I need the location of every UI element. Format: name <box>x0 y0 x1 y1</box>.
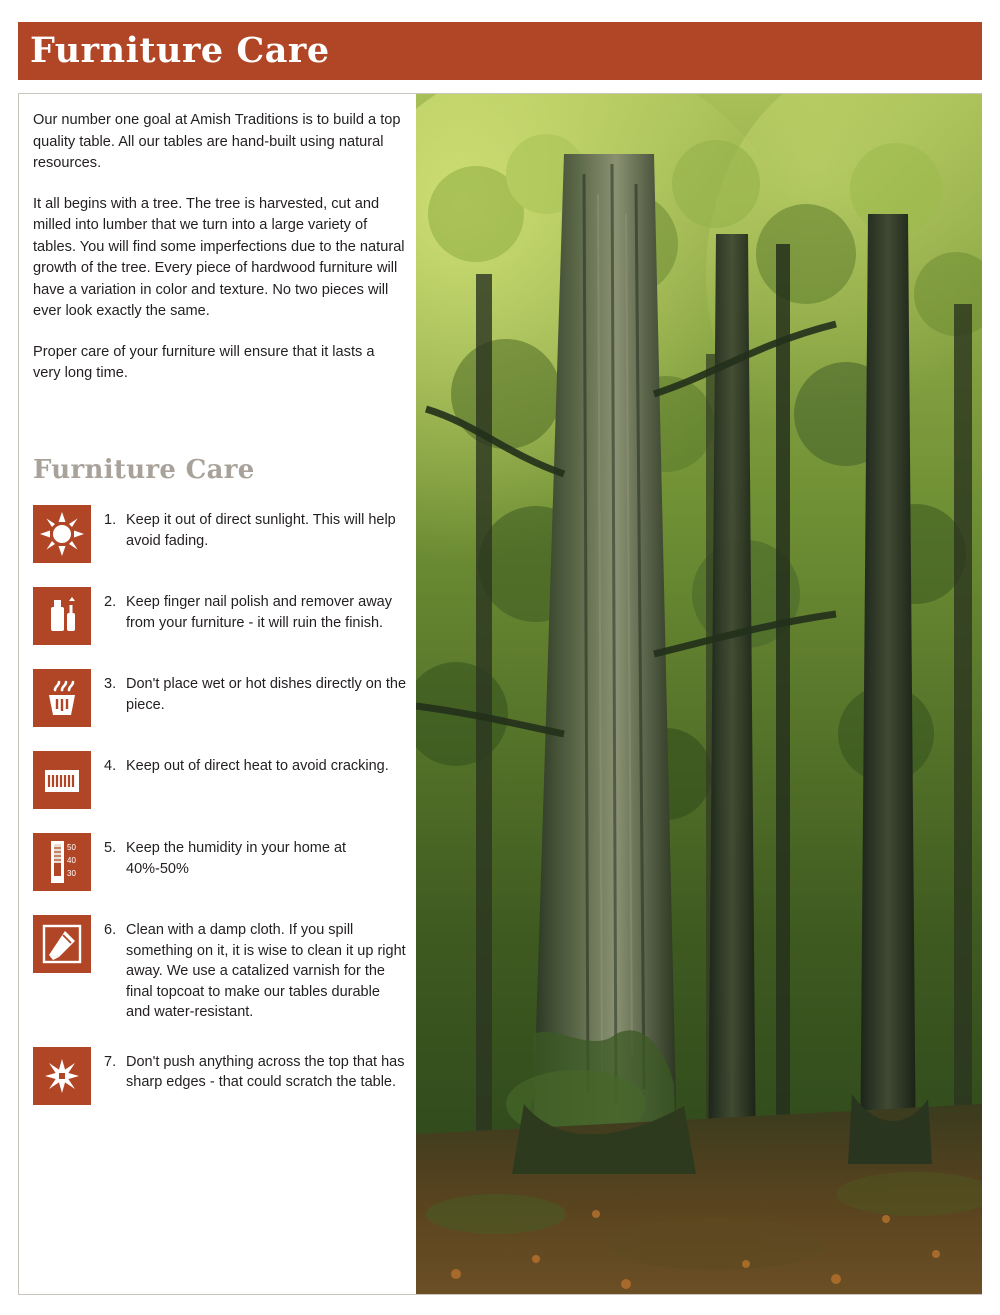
list-item-number: 7. <box>104 1053 117 1070</box>
list-item-text: Keep it out of direct sunlight. This will help avoid fading. <box>126 512 396 549</box>
humidity-gauge-icon-glyph <box>33 833 91 891</box>
sharp-edges-icon-glyph <box>33 1047 91 1105</box>
gauge-label-50: 50 <box>67 843 76 852</box>
gauge-label-30: 30 <box>67 869 76 878</box>
sun-icon <box>33 505 91 563</box>
list-item-number: 6. <box>104 922 117 938</box>
damp-cloth-icon-glyph <box>33 915 91 973</box>
list-item-text: Don't push anything across the top that has sharp edges - that could scratch the table. <box>126 1053 405 1090</box>
list-item-number: 2. <box>104 594 117 610</box>
list-item <box>33 669 408 727</box>
list-item-text: Keep out of direct heat to avoid cracking. <box>126 758 389 774</box>
sun-icon-glyph <box>33 505 91 563</box>
intro-paragraph-3: Proper care of your furniture will ensure that it lasts a very long time. <box>33 343 375 381</box>
damp-cloth-icon <box>33 915 91 973</box>
list-item <box>33 1047 408 1105</box>
humidity-gauge-icon <box>33 833 91 891</box>
forest-photo-graphic <box>416 94 982 1294</box>
intro-paragraph-2: It all begins with a tree. The tree is harvested, cut and milled into lumber that we turn into a large variety of tables. You will find some imperfections due to the natural growth of the tree. Every piece of hardwood furniture will have a variation in color and texture. No two pieces will ever look exactly the same. <box>33 195 405 319</box>
nail-polish-icon <box>33 587 91 645</box>
list-item-number: 5. <box>104 840 117 856</box>
list-item <box>33 833 408 891</box>
radiator-heat-icon-glyph <box>33 751 91 809</box>
intro-paragraph-1: Our number one goal at Amish Traditions is to build a top quality table. All our tables are hand-built using natural resources. <box>33 112 401 171</box>
sharp-edges-icon <box>33 1047 91 1105</box>
gauge-label-40: 40 <box>67 856 76 865</box>
list-item-text: Clean with a damp cloth. If you spill something on it, it is wise to clean it up right away. We use a catalized varnish for the final topcoat to make our tables durable and water-resistant. <box>126 922 406 1020</box>
page-title: Furniture Care <box>30 30 330 71</box>
list-item-number: 3. <box>104 676 117 692</box>
list-item-number: 4. <box>104 758 117 774</box>
section-heading: Furniture Care <box>33 455 255 485</box>
radiator-heat-icon <box>33 751 91 809</box>
forest-photo <box>416 94 982 1294</box>
list-item <box>33 505 408 563</box>
hot-dish-icon <box>33 669 91 727</box>
nail-polish-icon-glyph <box>33 587 91 645</box>
hot-dish-icon-glyph <box>33 669 91 727</box>
intro-text-column <box>33 110 405 404</box>
list-item-text: Don't place wet or hot dishes directly on the piece. <box>126 676 407 713</box>
list-item-text: Keep the humidity in your home at 40%-50% <box>126 840 347 877</box>
list-item-text: Keep finger nail polish and remover away from your furniture - it will ruin the finish. <box>126 594 392 631</box>
list-item <box>33 751 408 809</box>
list-item <box>33 587 408 645</box>
list-item <box>33 915 408 1023</box>
list-item-number: 1. <box>104 512 117 528</box>
care-instructions-list <box>33 505 408 1129</box>
